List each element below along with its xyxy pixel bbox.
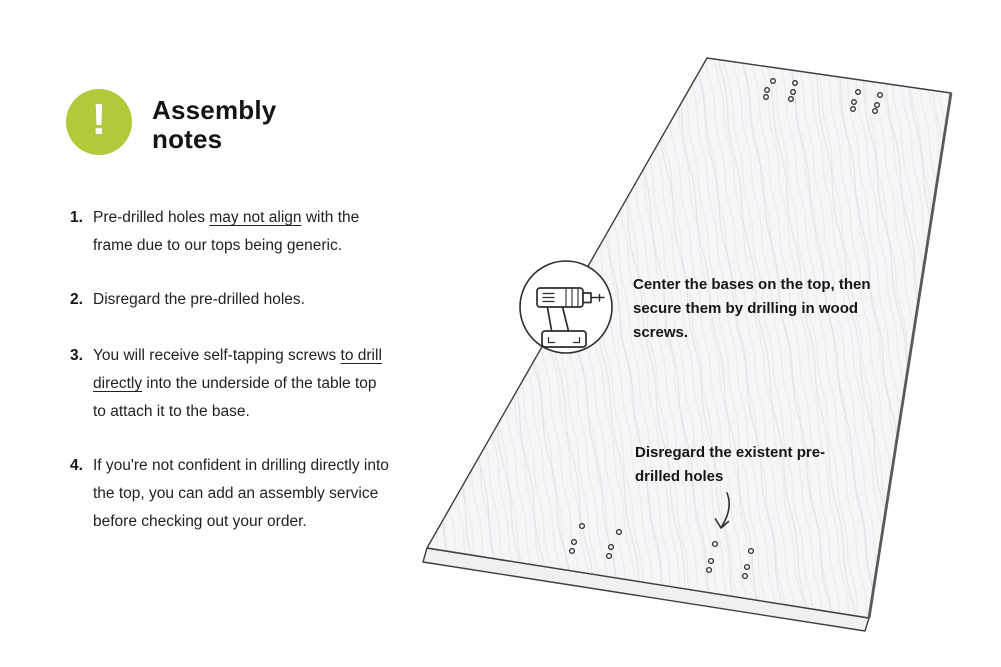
- underlined-phrase: may not align: [209, 209, 302, 226]
- exclamation-icon: [66, 89, 132, 155]
- note-item-4: [70, 452, 391, 536]
- note-number: 3.: [70, 347, 83, 364]
- note-number: 4.: [70, 457, 83, 474]
- exclamation-glyph: !: [91, 95, 107, 144]
- annotation-disregard-holes: Disregard the existent pre-drilled holes: [635, 444, 826, 485]
- drill-badge: [520, 261, 612, 353]
- note-text: If you're not confident in drilling directly into the top, you can add an assembly service before checking out your order.: [93, 457, 389, 530]
- note-item-2: [70, 286, 391, 314]
- note-number: 1.: [70, 209, 83, 226]
- page-title: [152, 96, 276, 154]
- note-text: Disregard the pre-drilled holes.: [93, 291, 305, 308]
- note-item-1: [70, 204, 391, 260]
- note-text: You will receive self-tapping screws to drill directly into the underside of the table top to attach it to the base.: [93, 347, 382, 420]
- annotation-center-bases: Center the bases on the top, then secure them by drilling in wood screws.: [633, 276, 871, 341]
- note-item-3: [70, 342, 391, 426]
- note-number: 2.: [70, 291, 83, 308]
- note-text: Pre-drilled holes may not align with the frame due to our tops being generic.: [93, 209, 360, 254]
- title-line-2: notes: [152, 124, 223, 154]
- underlined-phrase: to drill directly: [93, 347, 382, 392]
- title-line-1: Assembly: [152, 95, 277, 125]
